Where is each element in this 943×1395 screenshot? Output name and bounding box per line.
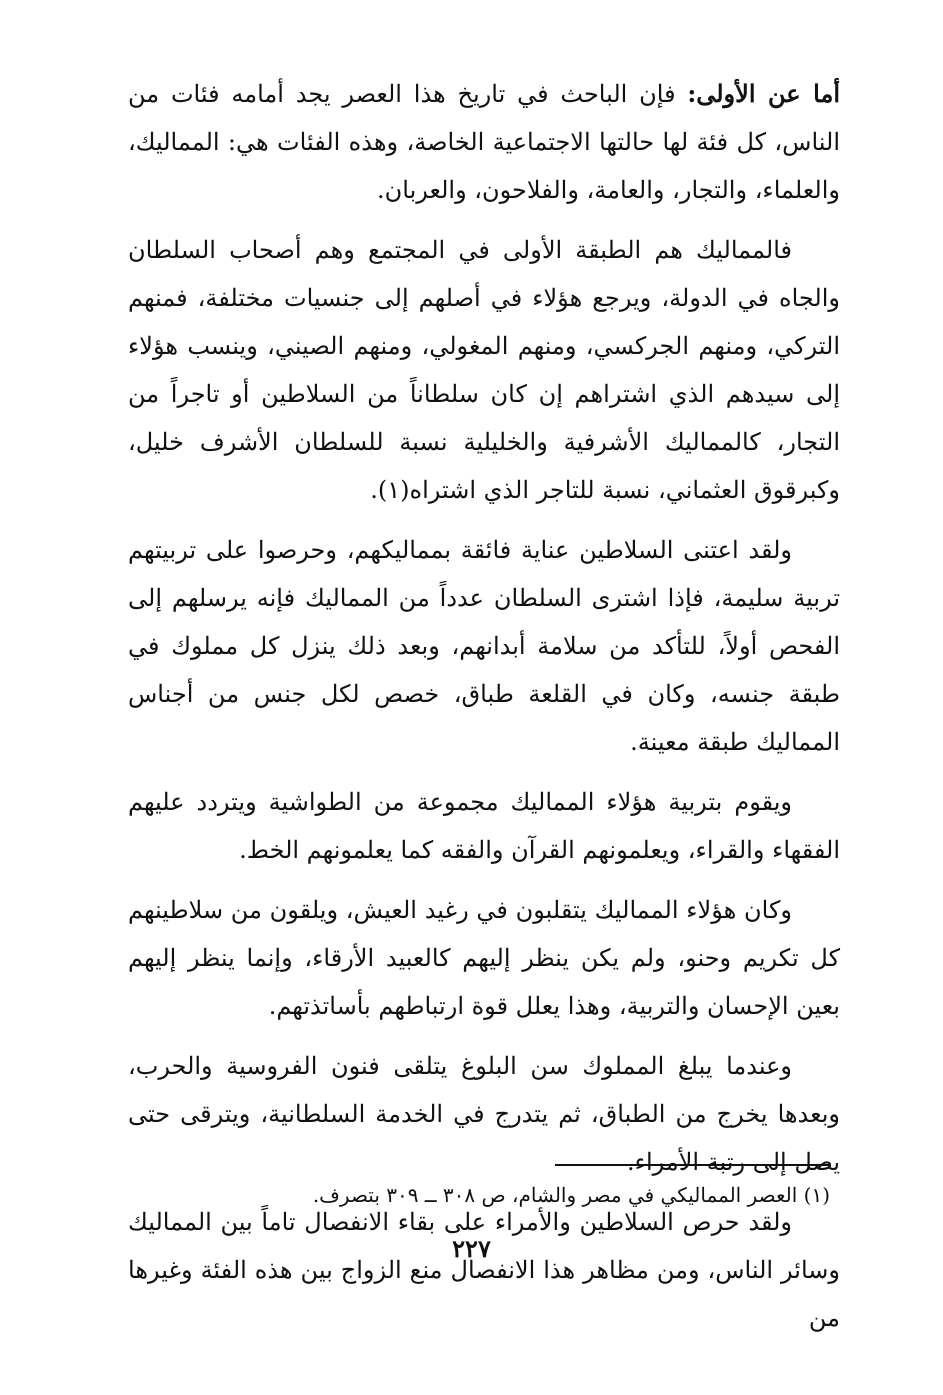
page-body	[128, 70, 840, 1354]
paragraph-3: ولقد اعتنى السلاطين عناية فائقة بمماليكهم، وحرصوا على تربيتهم تربية سليمة، فإذا اشترى السلطان عدداً من المماليك فإنه يرسلهم إلى الفحص أولاً، للتأكد من سلامة أبدانهم، وبعد ذلك ينزل كل مملوك في طبقة جنسه، وكان في القلعة طباق، خصص لكل جنس من أجناس المماليك طبقة معينة.	[128, 536, 841, 756]
paragraph-1-lead: أما عن الأولى:	[687, 79, 840, 108]
paragraph-4: ويقوم بتربية هؤلاء المماليك مجموعة من الطواشية ويتردد عليهم الفقهاء والقراء، ويعلمونهم القرآن والفقه كما يعلمونهم الخط.	[128, 788, 840, 864]
paragraph-1-text: فإن الباحث في تاريخ هذا العصر يجد أمامه فئات من الناس، كل فئة لها حالتها الاجتماعية الخاصة، وهذه الفئات هي: المماليك، والعلماء، والتجار، والعامة، والفلاحون، والعربان.	[128, 80, 840, 204]
paragraph-7: ولقد حرص السلاطين والأمراء على بقاء الانفصال تاماً بين المماليك وسائر الناس، ومن مظاهر هذا الانفصال منع الزواج بين هذه الفئة وغيرها من	[128, 1208, 840, 1332]
paragraph-5: وكان هؤلاء المماليك يتقلبون في رغيد العيش، ويلقون من سلاطينهم كل تكريم وحنو، ولم يكن ينظر إليهم كالعبيد الأرقاء، وإنما ينظر إليهم بعين الإحسان والتربية، وهذا يعلل قوة ارتباطهم بأساتذتهم.	[128, 896, 840, 1020]
page-number: ٢٢٧	[452, 1234, 491, 1263]
paragraph-2: فالمماليك هم الطبقة الأولى في المجتمع وهم أصحاب السلطان والجاه في الدولة، ويرجع هؤلاء في أصلهم إلى جنسيات مختلفة، فمنهم التركي، ومنهم الجركسي، ومنهم المغولي، ومنهم الصيني، وينسب هؤلاء إلى سيدهم الذي اشتراهم إن كان سلطاناً من السلاطين أو تاجراً من التجار، كالمماليك الأشرفية والخليلية نسبة للسلطان الأشرف خليل، وكبرقوق العثماني، نسبة للتاجر الذي اشتراه(١).	[128, 236, 840, 504]
footnote: (١) العصر المماليكي في مصر والشام، ص ٣٠٨ ــ ٣٠٩ بتصرف.	[312, 1183, 830, 1207]
footnote-divider	[555, 1164, 830, 1166]
paragraph-1	[128, 70, 840, 214]
paragraph-6: وعندما يبلغ المملوك سن البلوغ يتلقى فنون الفروسية والحرب، وبعدها يخرج من الطباق، ثم يتدرج في الخدمة السلطانية، ويترقى حتى يصل إلى رتبة الأمراء.	[128, 1052, 840, 1176]
